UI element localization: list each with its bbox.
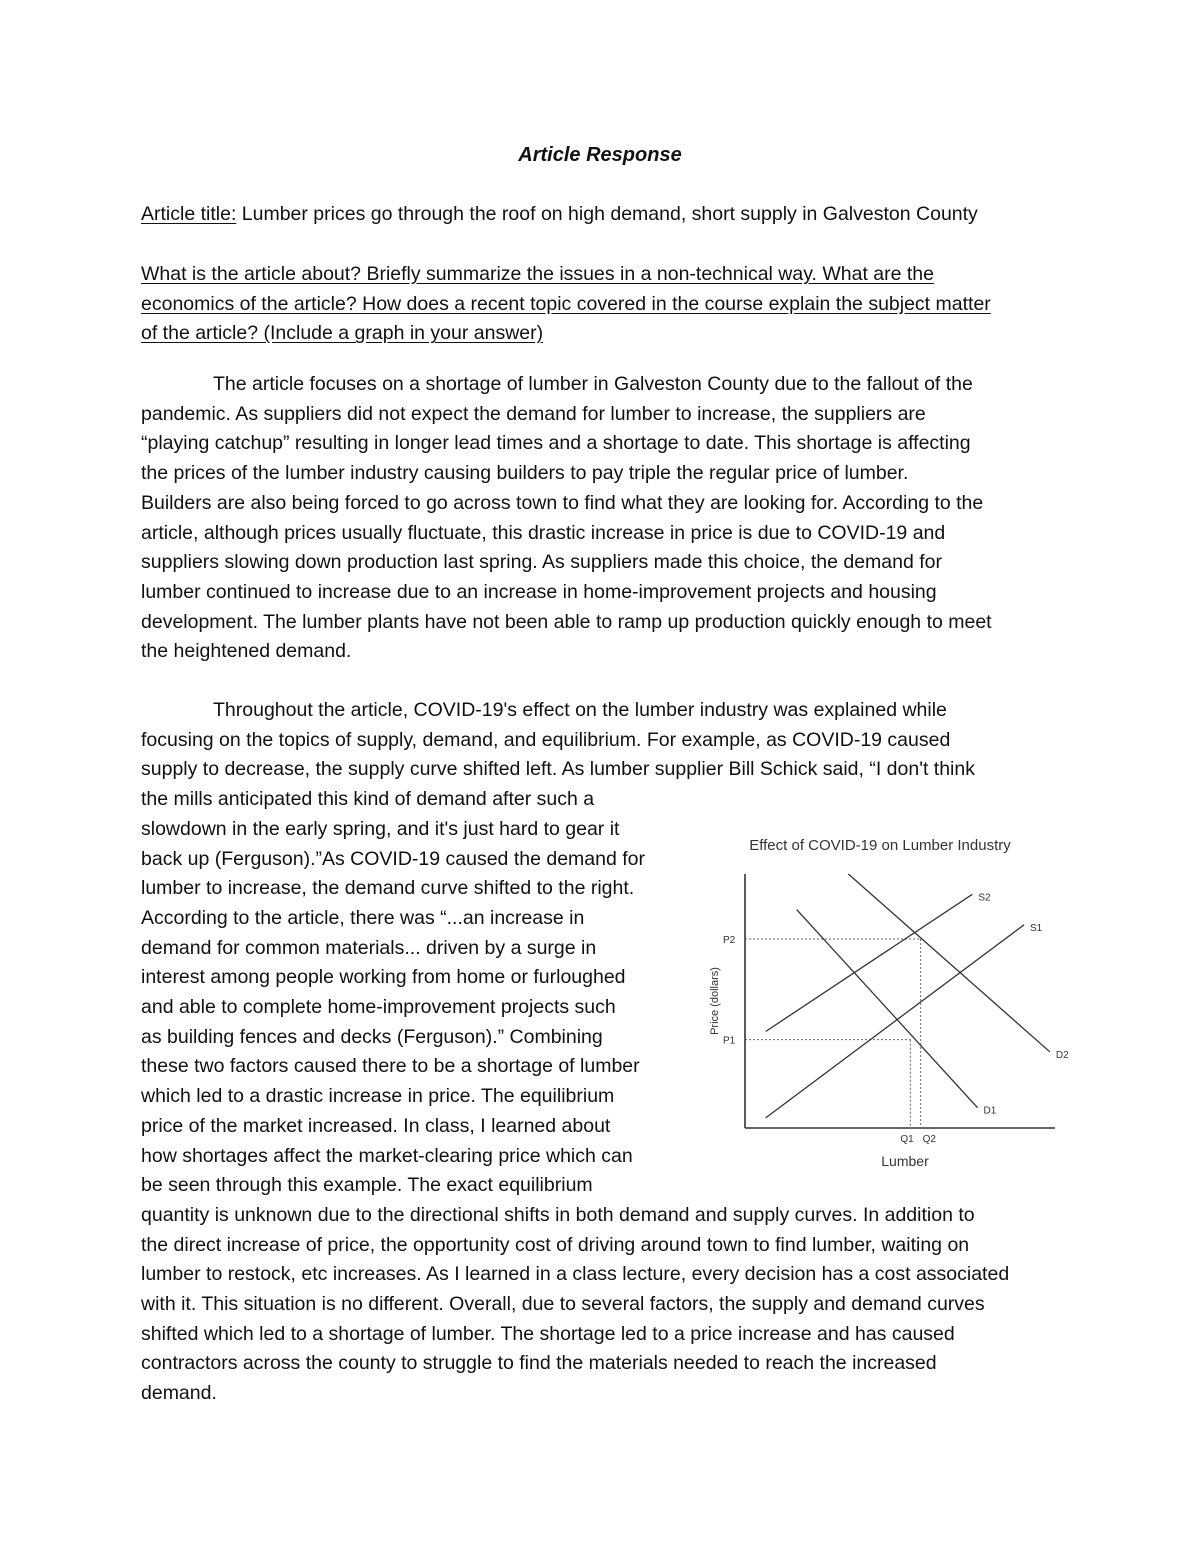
series-label-s2: S2 [978, 892, 991, 904]
para1-line: The article focuses on a shortage of lumber in Galveston County due to the fallout of the [213, 373, 973, 395]
para1-line: article, although prices usually fluctuate, this drastic increase in price is due to COVID-19 and [141, 521, 946, 544]
para2-line: as building fences and decks (Ferguson).” Combining [141, 1025, 603, 1048]
y-axis-label: Price (dollars) [709, 967, 721, 1035]
para2-line: how shortages affect the market-clearing price which can [141, 1144, 633, 1167]
para2-line: contractors across the county to struggle to find the materials needed to reach the increased [141, 1352, 937, 1375]
x-axis-label: Lumber [881, 1153, 929, 1169]
para2-line: focusing on the topics of supply, demand, and equilibrium. For example, as COVID-19 caused [141, 728, 951, 751]
series-label-d2: D2 [1055, 1049, 1069, 1061]
para2-line: price of the market increased. In class, I learned about [141, 1114, 611, 1137]
para2-line: and able to complete home-improvement projects such [141, 996, 616, 1018]
prompt-line: economics of the article? How does a recent topic covered in the course explain the subject matter [141, 292, 991, 315]
para2-line: quantity is unknown due to the directional shifts in both demand and supply curves. In addition to [141, 1203, 975, 1226]
para2-line: the mills anticipated this kind of demand after such a [141, 788, 595, 811]
para2-line: lumber to restock, etc increases. As I learned in a class lecture, every decision has a cost associated [141, 1263, 1010, 1286]
para2-line: these two factors caused there to be a shortage of lumber [141, 1055, 640, 1078]
para2-line: shifted which led to a shortage of lumber. The shortage led to a price increase and has caused [141, 1322, 955, 1345]
series-line-s2 [766, 894, 973, 1031]
price-label-p2: P2 [723, 935, 736, 947]
para1-line: development. The lumber plants have not been able to ramp up production quickly enough to meet [141, 610, 992, 633]
para2-line: supply to decrease, the supply curve shifted left. As lumber supplier Bill Schick said, “I don't think [141, 758, 975, 781]
para2-line: According to the article, there was “...an increase in [141, 906, 585, 929]
para2-line: lumber to increase, the demand curve shifted to the right. [141, 877, 635, 900]
para1-line: Builders are also being forced to go across town to find what they are looking for. According to the [141, 491, 984, 514]
series-label-s1: S1 [1030, 922, 1043, 934]
para2-line: with it. This situation is no different. Overall, due to several factors, the supply and demand curves [141, 1293, 985, 1315]
prompt-line: of the article? (Include a graph in your answer) [141, 322, 544, 345]
chart-marks [723, 874, 1069, 1145]
para1-line: pandemic. As suppliers did not expect the demand for lumber to increase, the suppliers are [141, 402, 926, 425]
document-title: Article Response [518, 144, 682, 166]
article-title-text: Lumber prices go through the roof on high demand, short supply in Galveston County [236, 203, 978, 225]
price-label-p1: P1 [723, 1035, 736, 1047]
para2-line: be seen through this example. The exact equilibrium [141, 1174, 593, 1197]
para2-line: which led to a drastic increase in price. The equilibrium [141, 1085, 615, 1108]
para2-line: interest among people working from home or furloughed [141, 966, 626, 989]
para2-line: back up (Ferguson).”As COVID-19 caused the demand for [141, 847, 645, 870]
quantity-label-q2: Q2 [922, 1134, 937, 1145]
quantity-label-q1: Q1 [900, 1134, 914, 1145]
para1-line: suppliers slowing down production last spring. As suppliers made this choice, the demand for [141, 551, 943, 574]
series-line-d2 [848, 874, 1050, 1052]
para2-line: demand for common materials... driven by a surge in [141, 936, 597, 959]
para1-line: lumber continued to increase due to an increase in home-improvement projects and housing [141, 580, 937, 603]
para2-line: the direct increase of price, the opportunity cost of driving around town to find lumber, waiting on [141, 1233, 970, 1256]
supply-demand-chart [690, 826, 1070, 1176]
para1-line: “playing catchup” resulting in longer lead times and a shortage to date. This shortage is affecting [141, 432, 971, 455]
article-title-line [141, 199, 978, 229]
para2-line: demand. [141, 1382, 217, 1405]
para1-line: the prices of the lumber industry causing builders to pay triple the regular price of lumber. [141, 462, 909, 485]
series-label-d1: D1 [983, 1105, 997, 1117]
para1-line: the heightened demand. [141, 640, 352, 663]
series-line-s1 [766, 925, 1024, 1118]
chart-title: Effect of COVID-19 on Lumber Industry [749, 837, 1011, 854]
article-title-label: Article title: [141, 203, 237, 225]
para2-line: Throughout the article, COVID-19's effect on the lumber industry was explained while [213, 699, 947, 721]
prompt-line: What is the article about? Briefly summarize the issues in a non-technical way. What are the [141, 263, 934, 285]
series-line-d1 [797, 910, 978, 1108]
para2-line: slowdown in the early spring, and it's just hard to gear it [141, 817, 620, 840]
